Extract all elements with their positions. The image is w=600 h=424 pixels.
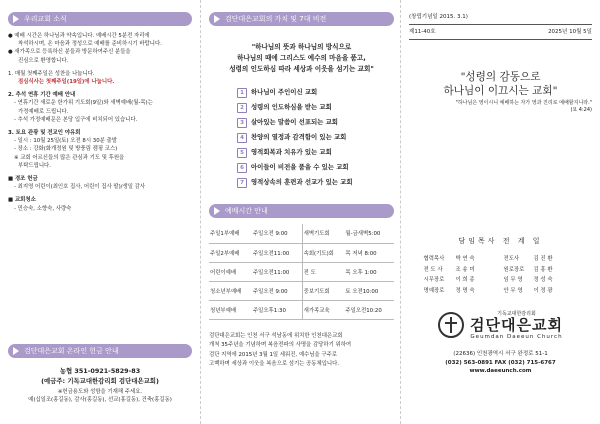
item-2-title: 2. 추석 연휴 기간 예배 안내 (8, 92, 76, 99)
bank-header (8, 344, 192, 358)
table-cell: 주일오전11:00 (252, 243, 302, 262)
item-2 (8, 91, 192, 124)
founded-date: (창립기념일 2015. 3.1) (409, 14, 468, 20)
staff-role: 전 도 사 (423, 266, 443, 273)
item-2-line: - 연휴기간 새로운 한가위 기도회(9일)와 새벽예배(월-목)는 (14, 100, 153, 107)
vision-text: 아이들이 비전을 품을 수 있는 교회 (251, 163, 349, 171)
table-row (209, 243, 394, 262)
intro-line: 검단 지역에 2015년 3월 1일 세워진, 예수님을 구주로 (209, 351, 338, 358)
church-name: 검단대은교회 (470, 316, 563, 334)
vision-text: 하나님이 주인이신 교회 (251, 88, 318, 96)
vision-quote (209, 42, 394, 75)
item-1 (8, 70, 192, 86)
intro-line: 고백하며 세상과 이웃을 복음으로 섬기는 공동체입니다. (209, 361, 340, 367)
birthday-block (8, 175, 192, 191)
table-cell: 새벽기도회 (302, 224, 344, 243)
staff-name: 정 성 숙 (533, 277, 553, 283)
vision-number: 2 (237, 103, 247, 113)
vision-number: 4 (237, 133, 247, 143)
vision-item (237, 115, 394, 130)
vision-text: 성령의 인도하심을 받는 교회 (251, 103, 332, 111)
item-3-line: 부탁드립니다. (18, 162, 51, 169)
slogan (409, 70, 592, 98)
pastor-title: 담임목사 전 계 일 (458, 237, 543, 245)
vision-item (237, 145, 394, 160)
divider (409, 24, 592, 25)
notice-block (8, 32, 192, 65)
phone: (032) 563-0891 FAX (032) 715-6767 (445, 359, 556, 366)
table-cell: 중보기도회 (302, 281, 344, 300)
right-panel (400, 0, 600, 424)
staff-role: 협력목사 (423, 256, 445, 262)
notice-line: 진심으로 환영합니다. (18, 57, 69, 64)
table-cell: 속회(기도)회 (302, 243, 344, 262)
slogan-line: 하나님이 이끄시는 교회" (443, 85, 558, 97)
staff-name: 조 송 미 (455, 266, 475, 273)
table-cell: 청소년부예배 (209, 281, 252, 300)
issue-date: 2025년 10월 5일 (548, 29, 592, 35)
staff-role: 안 무 영 (503, 287, 523, 294)
issue-number: 제11-40호 (409, 29, 436, 35)
left-panel (0, 0, 200, 424)
cross-logo-icon (438, 312, 464, 338)
item-2-line: - 추석 가정예배문은 본당 입구에 비치되어 있습니다. (14, 116, 138, 123)
vision-number: 1 (237, 88, 247, 98)
notice-line: ● 예배 시간은 하나님과 약속입니다. 예배시간 5분전 자리에 (8, 33, 150, 39)
issue-row (409, 27, 592, 37)
vision-item (237, 130, 394, 145)
vision-number: 7 (237, 178, 247, 188)
verse (409, 100, 592, 114)
table-cell: 새가족교육 (302, 300, 344, 319)
table-cell: 청년부예배 (209, 300, 252, 319)
staff-name: 이 희 종 (455, 277, 475, 283)
vision-number: 5 (237, 148, 247, 158)
table-row (209, 224, 394, 243)
staff-role: 명예장로 (423, 287, 445, 294)
item-3-line: - 장소 : 강화(화개정원 및 방풍림 캠핑 코스) (14, 146, 118, 153)
staff-name: 김 흥 환 (533, 266, 553, 273)
news-header-label: 우리교회 소식 (24, 15, 67, 23)
address: (22636) 인천광역시 서구 완정로 51-1 (453, 351, 548, 357)
denomination: 기독교대한감리회 (497, 311, 536, 317)
item-3 (8, 129, 192, 170)
slogan-line: "성령의 감동으로 (460, 71, 541, 83)
church-intro (209, 332, 394, 370)
table-cell: 어린이예배 (209, 262, 252, 281)
vision-number: 3 (237, 118, 247, 128)
cleaning-block (8, 196, 192, 212)
bank-note: ※헌금용도와 성함을 기재해 주세요. (57, 389, 143, 395)
middle-panel (200, 0, 400, 424)
vision-item (237, 160, 394, 175)
church-name-english: Geumdan Daeeun Church (470, 334, 563, 340)
vision-item (237, 100, 394, 115)
vision-text: 영적상속의 훈련과 선교가 있는 교회 (251, 178, 353, 186)
table-cell: 토 오전10:00 (344, 281, 394, 300)
quote-line: 하나님의 때에 그리스도 예수의 마음을 품고, (237, 54, 366, 62)
logo-text (470, 310, 563, 340)
staff-role: 시무장로 (423, 277, 445, 283)
quote-line: 성령의 인도하심 따라 세상과 이웃을 섬기는 교회" (229, 65, 374, 73)
table-cell: 주일1부예배 (209, 224, 252, 243)
vision-text: 영적회복과 치유가 있는 교회 (251, 148, 332, 156)
staff-name: 이 정 광 (533, 287, 553, 294)
vision-header (209, 12, 394, 26)
table-cell: 주일오전 9:00 (252, 224, 302, 243)
staff-name: 김 진 환 (533, 256, 553, 262)
vision-text: 찬양의 열정과 감격함이 있는 교회 (251, 133, 347, 141)
vision-item (237, 85, 394, 100)
bank-holder: (예금주: 기독교대한감리회 검단대은교회) (41, 377, 159, 385)
item-3-title: 3. 토요 관광 및 전교인 야유회 (8, 130, 81, 137)
triangle-bullet-icon (214, 207, 220, 215)
contact-block (409, 350, 592, 376)
church-logo (409, 310, 592, 340)
table-cell: 월-금새벽5:00 (344, 224, 394, 243)
staff-role: 원로장로 (503, 266, 525, 273)
vision-item (237, 175, 394, 190)
founded-row (409, 12, 592, 22)
item-1-line: 점심식사는 첫째주일(19일)에 나눕니다. (18, 79, 115, 86)
table-row (209, 262, 394, 281)
notice-line: 착석하시며, 온 마음과 정성으로 예배를 준비하시기 바랍니다. (18, 41, 162, 48)
notice-line: ● 새가족으로 등록하신 분들과 방문하여주신 분들을 (8, 49, 131, 56)
staff-role: 전도사 (503, 256, 520, 262)
cleaning-title: ■ 교회청소 (8, 197, 36, 204)
staff-name: 정 명 숙 (455, 287, 475, 294)
bank-example: 예)십일조(홍길동), 감사(홍길동), 선교(홍길동), 건축(홍길동) (28, 397, 172, 404)
verse-text: "하나님은 영이시니 예배하는 자가 영과 진리로 예배할지니라." (455, 100, 592, 106)
table-cell: 주일2부예배 (209, 243, 252, 262)
birthday-title: ■ 경조 헌금 (8, 176, 38, 183)
triangle-bullet-icon (13, 347, 19, 355)
table-row (209, 281, 394, 300)
verse-ref: (요 4:24) (570, 107, 592, 113)
worship-header-label: 예배시간 안내 (225, 207, 268, 215)
table-row (209, 300, 394, 319)
quote-line: "하나님의 뜻과 하나님의 방식으로 (251, 43, 352, 51)
table-cell: 전 도 (302, 262, 344, 281)
bank-header-label: 검단대은교회 온라인 헌금 안내 (24, 347, 119, 355)
website-link[interactable]: www.daeeunch.com (469, 368, 532, 374)
worship-header (209, 204, 394, 218)
table-cell: 주일오전 9:00 (252, 281, 302, 300)
worship-table (209, 224, 394, 320)
divider (409, 39, 592, 40)
triangle-bullet-icon (214, 15, 220, 23)
table-cell: 주일오전10:20 (344, 300, 394, 319)
vision-number: 6 (237, 163, 247, 173)
intro-line: 개척 35주년을 기념하며 복음전파의 사명을 감당하기 위하여 (209, 342, 352, 348)
news-header (8, 12, 192, 26)
vision-text: 살아있는 말씀이 선포되는 교회 (251, 118, 338, 126)
staff-role: 임 무 영 (503, 277, 523, 283)
bank-account: 농협 351-0921-5829-83 (59, 367, 141, 375)
triangle-bullet-icon (13, 15, 19, 23)
item-2-line: 가정예배로 드립니다. (18, 108, 69, 115)
vision-list (209, 85, 394, 190)
staff-list (409, 254, 592, 296)
item-3-line: - 일시 : 10월 25일(토) 오전 8시 30분 출발 (14, 138, 117, 145)
staff-name: 박 연 숙 (455, 256, 475, 262)
bank-block (8, 362, 192, 404)
table-cell: 목 저녁 8:00 (344, 243, 394, 262)
birthday-line: - 최지영 어린이(최인호 집사, 어린이 집사 딸)/생일 감사 (14, 184, 146, 191)
item-1-line: 1. 매월 첫째주일은 성찬을 나눕니다. (8, 70, 95, 77)
vision-header-label: 검단대은교회의 가치 및 7대 비전 (225, 15, 327, 23)
intro-line: 검단대은교회는 인천 서구 석남동에 위치한 인천대은교회 (209, 332, 343, 339)
cleaning-line: - 민승숙, 소향숙, 사량숙 (14, 205, 72, 212)
item-3-line: ※ 교회 어르신들의 많은 관심과 기도 및 후원을 (14, 154, 125, 161)
table-cell: 주일오전11:00 (252, 262, 302, 281)
table-cell: 목 오후 1:00 (344, 262, 394, 281)
table-cell: 주일오후1:30 (252, 300, 302, 319)
